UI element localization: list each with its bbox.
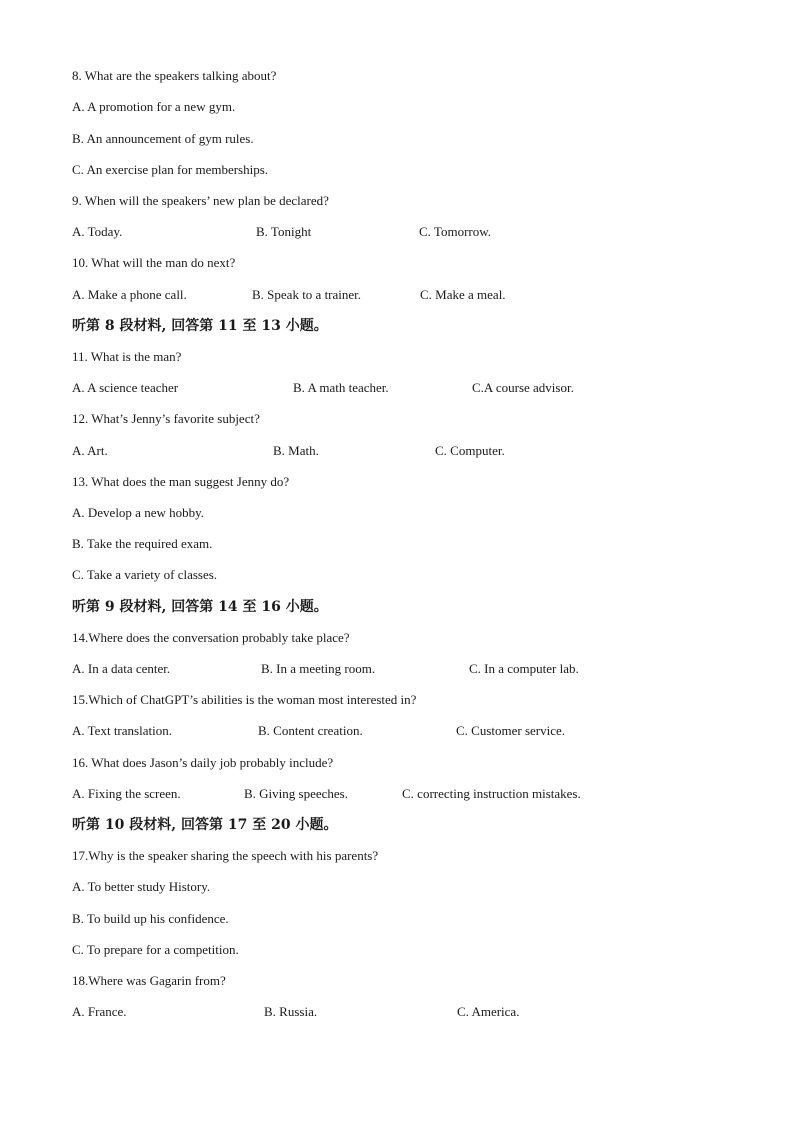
question-16: 16. What does Jason’s daily job probably include?	[72, 755, 334, 770]
q12-option-c: C. Computer.	[435, 443, 505, 458]
question-8: 8. What are the speakers talking about?	[72, 68, 277, 83]
q10-options-row	[72, 285, 722, 305]
q9-option-b: B. Tonight	[256, 224, 312, 239]
question-11: 11. What is the man?	[72, 349, 182, 364]
q13-option-c: C. Take a variety of classes.	[72, 567, 218, 582]
q12-option-b: B. Math.	[273, 443, 319, 458]
q16-option-c: C. correcting instruction mistakes.	[402, 786, 581, 801]
q13-option-a: A. Develop a new hobby.	[72, 505, 205, 520]
q18-option-c: C. America.	[457, 1004, 520, 1019]
q11-options-row	[72, 378, 722, 398]
question-15: 15.Which of ChatGPT’s abilities is the woman most interested in?	[72, 692, 417, 707]
q17-option-b: B. To build up his confidence.	[72, 911, 229, 926]
q12-option-a: A. Art.	[72, 443, 108, 458]
question-12: 12. What’s Jenny’s favorite subject?	[72, 411, 260, 426]
q11-option-c: C.A course advisor.	[472, 380, 574, 395]
q18-options-row	[72, 1002, 722, 1022]
q13-option-b: B. Take the required exam.	[72, 536, 213, 551]
q17-option-c: C. To prepare for a competition.	[72, 942, 239, 957]
question-13: 13. What does the man suggest Jenny do?	[72, 474, 290, 489]
q15-option-c: C. Customer service.	[456, 723, 566, 738]
q10-option-a: A. Make a phone call.	[72, 287, 187, 302]
q8-option-c: C. An exercise plan for memberships.	[72, 162, 269, 177]
q16-option-b: B. Giving speeches.	[244, 786, 348, 801]
q18-option-a: A. France.	[72, 1004, 127, 1019]
section-8-heading: 听第 8 段材料, 回答第 11 至 13 小题。	[72, 318, 328, 334]
q8-option-b: B. An announcement of gym rules.	[72, 131, 254, 146]
q10-option-c: C. Make a meal.	[420, 287, 506, 302]
q15-option-a: A. Text translation.	[72, 723, 172, 738]
q8-option-a: A. A promotion for a new gym.	[72, 99, 236, 114]
q14-options-row	[72, 659, 722, 679]
question-14: 14.Where does the conversation probably take place?	[72, 630, 350, 645]
q18-option-b: B. Russia.	[264, 1004, 318, 1019]
q14-option-a: A. In a data center.	[72, 661, 171, 676]
q16-option-a: A. Fixing the screen.	[72, 786, 181, 801]
q9-option-c: C. Tomorrow.	[419, 224, 492, 239]
section-10-heading: 听第 10 段材料, 回答第 17 至 20 小题。	[72, 817, 338, 833]
q11-option-b: B. A math teacher.	[293, 380, 389, 395]
q12-options-row	[72, 441, 722, 461]
question-17: 17.Why is the speaker sharing the speech with his parents?	[72, 848, 379, 863]
section-9-heading: 听第 9 段材料, 回答第 14 至 16 小题。	[72, 599, 328, 615]
q15-options-row	[72, 721, 722, 741]
q14-option-c: C. In a computer lab.	[469, 661, 579, 676]
q9-option-a: A. Today.	[72, 224, 123, 239]
q9-options-row	[72, 222, 722, 242]
q16-options-row	[72, 784, 722, 804]
q10-option-b: B. Speak to a trainer.	[252, 287, 362, 302]
q15-option-b: B. Content creation.	[258, 723, 363, 738]
question-10: 10. What will the man do next?	[72, 255, 236, 270]
q11-option-a: A. A science teacher	[72, 380, 179, 395]
question-9: 9. When will the speakers’ new plan be declared?	[72, 193, 329, 208]
q17-option-a: A. To better study History.	[72, 879, 211, 894]
q14-option-b: B. In a meeting room.	[261, 661, 376, 676]
question-18: 18.Where was Gagarin from?	[72, 973, 226, 988]
